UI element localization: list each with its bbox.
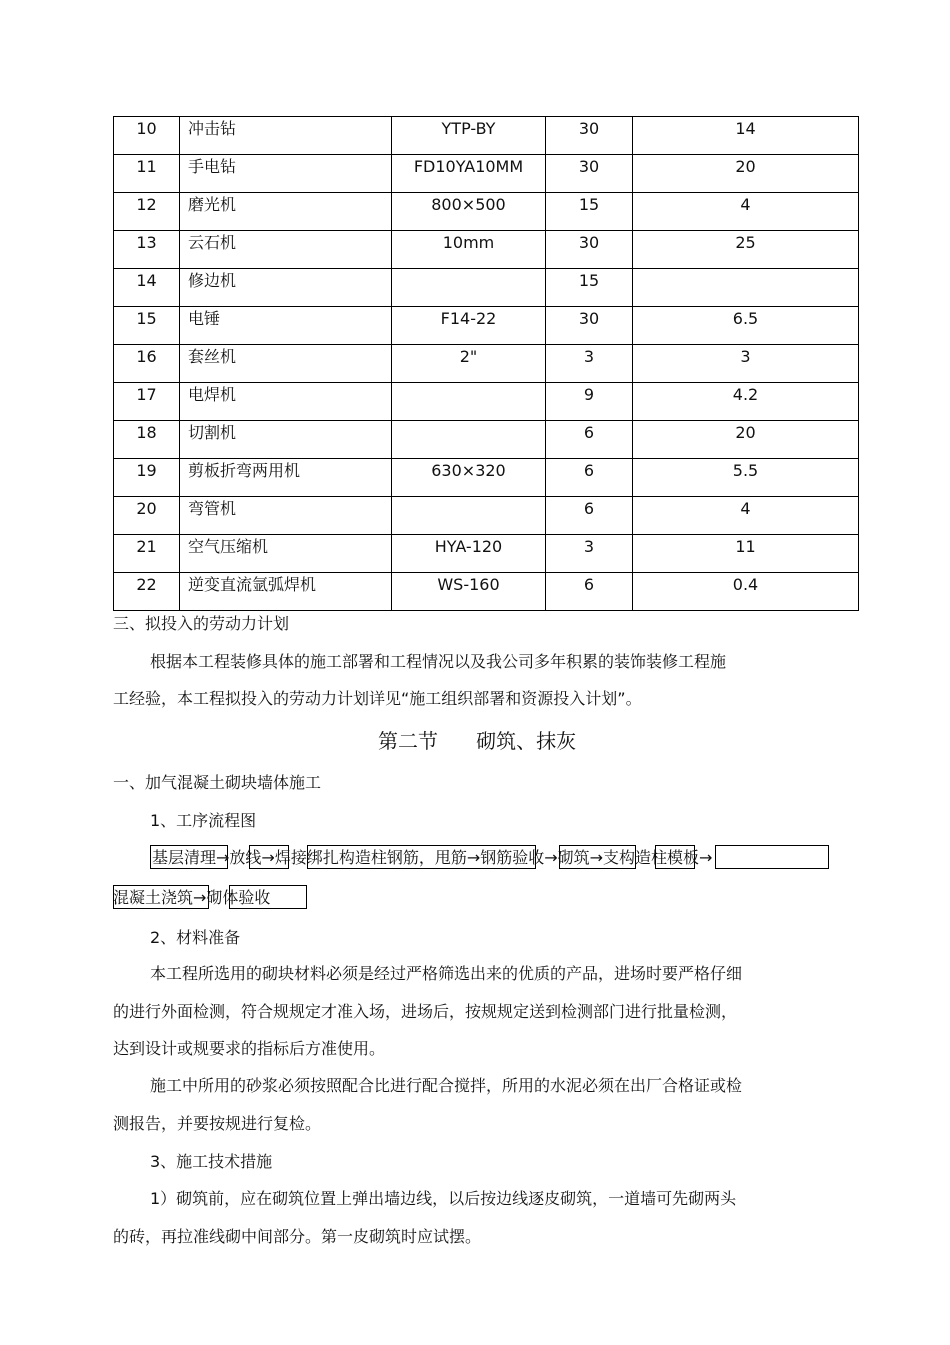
equipment-model: [392, 497, 546, 535]
equipment-quantity: 15: [546, 193, 633, 231]
equipment-number: 11: [114, 155, 180, 193]
equipment-model: HYA-120: [392, 535, 546, 573]
tech-heading: 3、施工技术措施: [150, 1152, 273, 1171]
tech-p1-line-2: 的砖，再拉准线砌中间部分。第一皮砌筑时应试摆。: [113, 1227, 482, 1246]
table-row: [114, 535, 859, 573]
table-row: [114, 497, 859, 535]
material-p1-line-3: 达到设计或规要求的指标后方准使用。: [113, 1039, 386, 1058]
equipment-quantity: 6: [546, 459, 633, 497]
equipment-quantity: 3: [546, 535, 633, 573]
equipment-number: 12: [114, 193, 180, 231]
flow-line-1: 基层清理→放线→焊接绑扎构造柱钢筋，甩筋→钢筋验收→砌筑→支构造柱模板→: [152, 848, 713, 867]
equipment-number: 14: [114, 269, 180, 307]
equipment-power: 0.4: [633, 573, 859, 611]
equipment-model: F14-22: [392, 307, 546, 345]
equipment-model: 800×500: [392, 193, 546, 231]
table-row: [114, 231, 859, 269]
table-row: [114, 345, 859, 383]
equipment-number: 18: [114, 421, 180, 459]
masonry-heading: 一、加气混凝土砌块墙体施工: [113, 773, 322, 792]
equipment-quantity: 9: [546, 383, 633, 421]
equipment-model: [392, 421, 546, 459]
table-row: [114, 383, 859, 421]
material-p1-line-1: 本工程所选用的砌块材料必须是经过严格筛选出来的优质的产品，进场时要严格仔细: [150, 964, 743, 983]
equipment-name: 电焊机: [180, 383, 392, 421]
equipment-power: 14: [633, 117, 859, 155]
equipment-number: 15: [114, 307, 180, 345]
equipment-quantity: 6: [546, 573, 633, 611]
equipment-model: [392, 269, 546, 307]
equipment-number: 17: [114, 383, 180, 421]
equipment-model: WS-160: [392, 573, 546, 611]
equipment-name: 切割机: [180, 421, 392, 459]
equipment-name: 电锤: [180, 307, 392, 345]
material-p2-line-2: 测报告，并要按规进行复检。: [113, 1114, 322, 1133]
equipment-name: 磨光机: [180, 193, 392, 231]
equipment-name: 冲击钻: [180, 117, 392, 155]
tech-p1-line-1: 1）砌筑前，应在砌筑位置上弹出墙边线，以后按边线逐皮砌筑，一道墙可先砌两头: [150, 1189, 737, 1208]
equipment-number: 10: [114, 117, 180, 155]
equipment-number: 20: [114, 497, 180, 535]
table-row: [114, 193, 859, 231]
equipment-name: 逆变直流氩弧焊机: [180, 573, 392, 611]
labor-heading: 三、拟投入的劳动力计划: [113, 614, 290, 633]
section-title: 第二节 砌筑、抹灰: [378, 729, 577, 753]
equipment-power: 4: [633, 193, 859, 231]
equipment-power: 11: [633, 535, 859, 573]
flow-box-formwork: [715, 845, 829, 869]
equipment-name: 空气压缩机: [180, 535, 392, 573]
equipment-power: 4.2: [633, 383, 859, 421]
equipment-power: [633, 269, 859, 307]
equipment-power: 20: [633, 421, 859, 459]
equipment-number: 13: [114, 231, 180, 269]
equipment-name: 手电钻: [180, 155, 392, 193]
equipment-table: [113, 116, 859, 611]
labor-paragraph-line-2: 工经验，本工程拟投入的劳动力计划详见“施工组织部署和资源投入计划”。: [113, 689, 642, 708]
labor-paragraph-line-1: 根据本工程装修具体的施工部署和工程情况以及我公司多年积累的装饰装修工程施: [150, 652, 727, 671]
equipment-quantity: 6: [546, 497, 633, 535]
table-row: [114, 307, 859, 345]
equipment-quantity: 30: [546, 117, 633, 155]
equipment-number: 22: [114, 573, 180, 611]
flow-heading: 1、工序流程图: [150, 811, 257, 830]
equipment-model: YTP-BY: [392, 117, 546, 155]
equipment-power: 3: [633, 345, 859, 383]
equipment-model: 10mm: [392, 231, 546, 269]
table-row: [114, 459, 859, 497]
material-p2-line-1: 施工中所用的砂浆必须按照配合比进行配合搅拌，所用的水泥必须在出厂合格证或检: [150, 1076, 743, 1095]
material-p1-line-2: 的进行外面检测，符合规规定才准入场，进场后，按规规定送到检测部门进行批量检测，: [113, 1002, 738, 1021]
equipment-quantity: 30: [546, 231, 633, 269]
equipment-model: 2": [392, 345, 546, 383]
equipment-name: 云石机: [180, 231, 392, 269]
table-row: [114, 421, 859, 459]
table-row: [114, 269, 859, 307]
equipment-number: 16: [114, 345, 180, 383]
equipment-power: 20: [633, 155, 859, 193]
table-row: [114, 155, 859, 193]
equipment-name: 修边机: [180, 269, 392, 307]
equipment-power: 6.5: [633, 307, 859, 345]
equipment-power: 5.5: [633, 459, 859, 497]
equipment-model: FD10YA10MM: [392, 155, 546, 193]
equipment-name: 剪板折弯两用机: [180, 459, 392, 497]
equipment-quantity: 6: [546, 421, 633, 459]
equipment-quantity: 3: [546, 345, 633, 383]
equipment-power: 25: [633, 231, 859, 269]
table-row: [114, 117, 859, 155]
equipment-model: [392, 383, 546, 421]
equipment-number: 19: [114, 459, 180, 497]
equipment-quantity: 30: [546, 155, 633, 193]
equipment-name: 弯管机: [180, 497, 392, 535]
flow-line-2: 混凝土浇筑→砌体验收: [113, 888, 271, 907]
table-row: [114, 573, 859, 611]
equipment-power: 4: [633, 497, 859, 535]
equipment-name: 套丝机: [180, 345, 392, 383]
equipment-model: 630×320: [392, 459, 546, 497]
equipment-number: 21: [114, 535, 180, 573]
equipment-quantity: 15: [546, 269, 633, 307]
equipment-quantity: 30: [546, 307, 633, 345]
material-heading: 2、材料准备: [150, 928, 241, 947]
